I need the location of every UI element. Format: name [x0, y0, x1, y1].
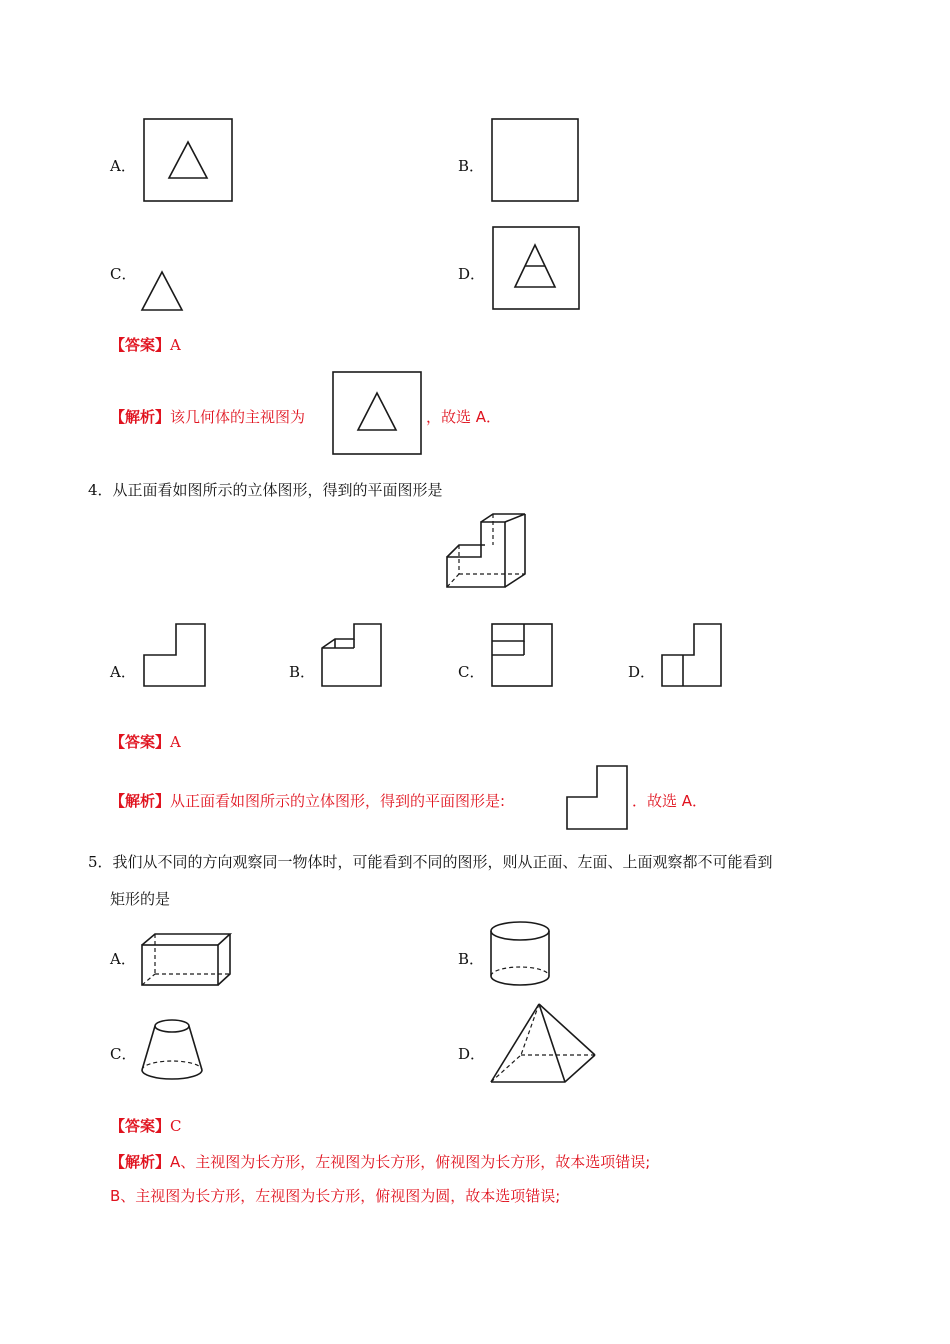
q4-option-d-label: D． [628, 663, 656, 681]
q3-answer [110, 334, 181, 355]
q5-analysis-label: 【解析】 [110, 1153, 171, 1171]
q4-analysis-figure [566, 765, 630, 832]
q3-option-b-figure [491, 118, 581, 202]
q3-option-d-figure [492, 226, 582, 312]
q5-answer [110, 1115, 182, 1136]
q4-analysis-conclusion: ．故选 A． [632, 792, 708, 810]
q3-option-d-label: D． [458, 265, 486, 283]
q4-option-b-figure [321, 623, 385, 689]
q5-answer-label: 【答案】 [110, 1117, 171, 1135]
q4-option-c-label: C． [458, 663, 485, 681]
q3-analysis [110, 406, 305, 427]
q3-analysis-text: 该几何体的主视图为 [170, 408, 306, 426]
q5-analysis-line1 [110, 1151, 650, 1172]
q3-option-c-label: C． [110, 265, 137, 283]
q5-option-a-label: A． [110, 950, 136, 968]
q4-answer [110, 731, 181, 752]
q3-analysis-figure [332, 371, 422, 455]
q3-analysis-label: 【解析】 [110, 408, 171, 426]
q4-option-b-label: B． [289, 663, 316, 681]
q3-option-b-label: B． [458, 157, 485, 175]
q4-option-a-figure [143, 623, 207, 689]
q5-option-c-figure [139, 1016, 207, 1082]
q5-option-a-figure [140, 932, 234, 990]
q3-option-a-label: A． [110, 157, 136, 175]
q5-option-d-figure [489, 1002, 599, 1086]
q4-analysis [110, 790, 505, 811]
q4-number: 4． [88, 481, 113, 499]
q5-stem-line1 [88, 851, 773, 872]
q4-analysis-label: 【解析】 [110, 792, 171, 810]
q5-option-b-label: B． [458, 950, 485, 968]
q4-solid-figure [445, 512, 531, 590]
q4-option-c-figure [491, 623, 555, 689]
q5-option-d-label: D． [458, 1045, 486, 1063]
q4-stem [88, 479, 443, 500]
q5-number: 5． [88, 853, 113, 871]
q4-option-a-label: A． [110, 663, 136, 681]
q5-question-line2: 矩形的是 [110, 890, 171, 908]
q4-analysis-text: 从正面看如图所示的立体图形，得到的平面图形是: [170, 792, 506, 810]
q4-question-text: 从正面看如图所示的立体图形，得到的平面图形是 [112, 481, 443, 499]
q5-answer-value: C [170, 1117, 182, 1135]
q5-option-b-figure [489, 920, 553, 988]
q3-answer-value: A [170, 336, 181, 354]
q5-analysis-text-1: A、主视图为长方形，左视图为长方形，俯视图为长方形，故本选项错误; [170, 1153, 651, 1171]
q5-question-line1: 我们从不同的方向观察同一物体时，可能看到不同的图形，则从正面、左面、上面观察都不可能看到 [112, 853, 773, 871]
q4-option-d-figure [661, 623, 725, 689]
q3-option-c-figure [140, 270, 186, 312]
q4-answer-label: 【答案】 [110, 733, 171, 751]
q3-answer-label: 【答案】 [110, 336, 171, 354]
q5-option-c-label: C． [110, 1045, 137, 1063]
q3-option-a-figure [143, 118, 233, 202]
q4-answer-value: A [170, 733, 181, 751]
q5-analysis-line2: B、主视图为长方形，左视图为长方形，俯视图为圆，故本选项错误; [110, 1187, 561, 1205]
q3-analysis-conclusion: ，故选 A． [426, 408, 502, 426]
